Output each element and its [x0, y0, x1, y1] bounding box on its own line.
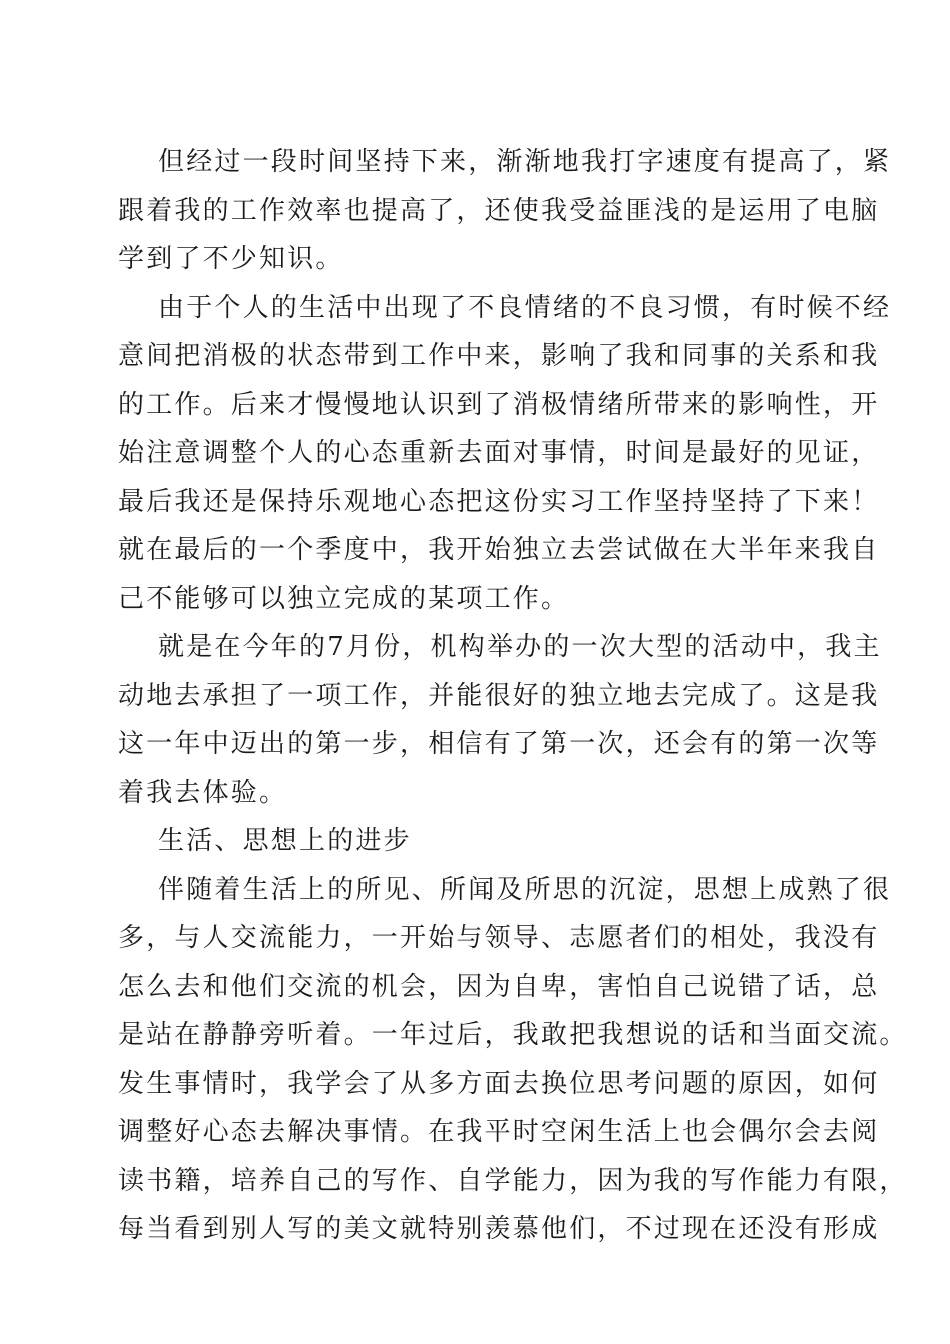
text-line: 读书籍，培养自己的写作、自学能力，因为我的写作能力有限， — [118, 1165, 908, 1196]
text-line: 调整好心态去解决事情。在我平时空闲生活上也会偶尔会去阅 — [118, 1117, 880, 1147]
text-line: 学到了不少知识。 — [118, 244, 344, 274]
text-line: 每当看到别人写的美文就特别羡慕他们，不过现在还没有形成 — [118, 1214, 880, 1244]
paragraph-first-line: 生活、思想上的进步 — [158, 826, 412, 856]
text-line: 怎么去和他们交流的机会，因为自卑，害怕自己说错了话，总 — [118, 971, 880, 1002]
text-line: 着我去体验。 — [118, 777, 288, 808]
text-line: 就在最后的一个季度中，我开始独立去尝试做在大半年来我自 — [118, 535, 880, 565]
text-line: 这一年中迈出的第一步，相信有了第一次，还会有的第一次等 — [118, 729, 880, 759]
text-line: 是站在静静旁听着。一年过后，我敢把我想说的话和当面交流。 — [118, 1020, 908, 1050]
paragraph-first-line: 但经过一段时间坚持下来，渐渐地我打字速度有提高了，紧 — [158, 147, 892, 177]
document-body — [118, 138, 908, 1254]
paragraph-first-line: 就是在今年的7月份，机构举办的一次大型的活动中，我主 — [158, 632, 882, 662]
text-line: 动地去承担了一项工作，并能很好的独立地去完成了。这是我 — [118, 680, 880, 711]
text-line: 始注意调整个人的心态重新去面对事情，时间是最好的见证， — [118, 438, 880, 468]
text-line: 多，与人交流能力，一开始与领导、志愿者们的相处，我没有 — [118, 923, 880, 953]
text-line: 的工作。后来才慢慢地认识到了消极情绪所带来的影响性，开 — [118, 389, 880, 420]
paragraph-first-line: 伴随着生活上的所见、所闻及所思的沉淀，思想上成熟了很 — [158, 874, 892, 905]
text-line: 己不能够可以独立完成的某项工作。 — [118, 583, 570, 614]
text-line: 意间把消极的状态带到工作中来，影响了我和同事的关系和我 — [118, 341, 880, 371]
text-line: 发生事情时，我学会了从多方面去换位思考问题的原因，如何 — [118, 1068, 880, 1099]
text-line: 最后我还是保持乐观地心态把这份实习工作坚持坚持了下来！ — [118, 486, 880, 517]
paragraph-first-line: 由于个人的生活中出现了不良情绪的不良习惯，有时候不经 — [158, 292, 892, 323]
text-line: 跟着我的工作效率也提高了，还使我受益匪浅的是运用了电脑 — [118, 195, 880, 226]
